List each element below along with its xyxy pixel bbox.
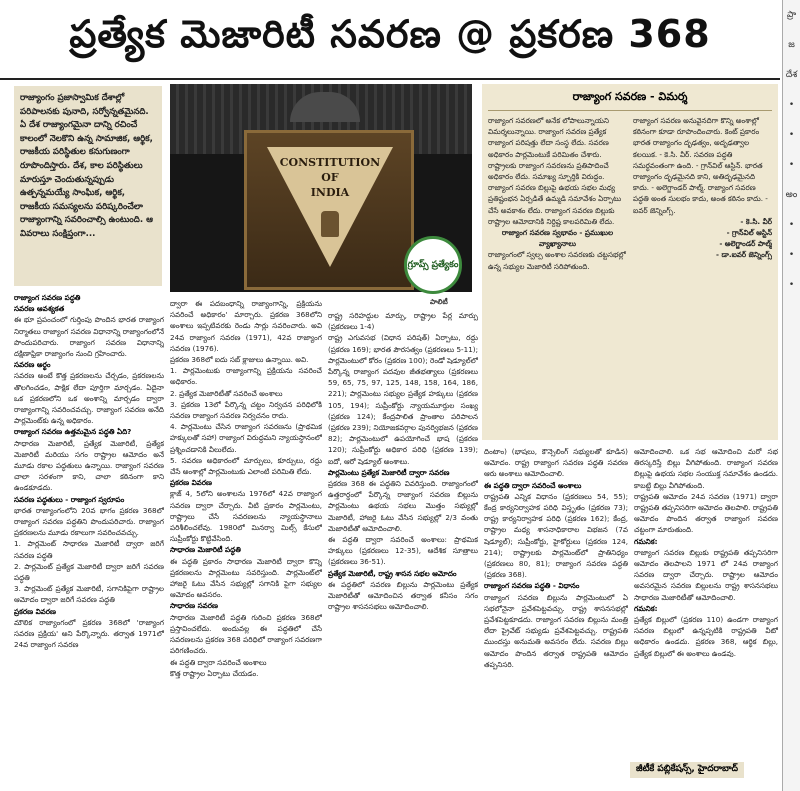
paragraph: సవరణ అంటే కొత్త ప్రకరణలను చేర్చడం, ప్రకరణలను తొలగించడం, పాక్షిక లేదా పూర్తిగా మార్చడం. ఏదైనా ఒక ప్రకరణలోని ఒక అంశాన్ని మార్చడం ద్వారా రాజ్యాంగాన్ని సవరించవచ్చు. రాజ్యాంగ సవరణ అనేది పార్లమెంట్‌కు ఉన్న అధికారం. — [14, 371, 164, 426]
column-heading: సవరణ అర్థం — [14, 360, 51, 370]
paragraph: రాజ్యాంగ సవరణ బిల్లును పార్లమెంటులో ఏ సభలోనైనా ప్రవేశపెట్టవచ్చు. రాష్ట్ర శాసనసభల్లో ప్రవేశపెట్టకూడదు. రాజ్యాంగ సవరణ బిల్లును మంత్రి లేదా ప్రైవేట్ సభ్యుడు ప్రవేశపెట్టవచ్చు. రాష్ట్రపతి ముందస్తు అనుమతి అవసరం లేదు. సవరణ బిల్లు ఆమోదం పొందిన తర్వాత రాష్ట్రపతి ఆమోదం తప్పనిసరి. — [484, 592, 628, 669]
column-heading: రాజ్యాంగ సవరణ పద్ధతి — [14, 293, 81, 302]
paragraph: రాష్ట్రపతి ఎన్నిక విధానం (ప్రకరణలు 54, 55); కేంద్ర కార్యనిర్వాహక పరిధి విస్తృతం (ప్రకరణ 73); రాష్ట్ర కార్యనిర్వాహక పరిధి (ప్రకరణ 162); కేంద్ర, రాష్ట్రాల మధ్య శాసనాధికారాల విభజన (7వ షెడ్యూల్); సుప్రీంకోర్టు, హైకోర్టులు (ప్రకరణ 124, 214); రాష్ట్రాలకు పార్లమెంట్‌లో ప్రాతినిధ్యం (ప్రకరణలు 80, 81); రాజ్యాంగ సవరణ పద్ధతి (ప్రకరణ 368). — [484, 491, 628, 580]
list-item: ఈ పద్ధతి ద్వారా సవరించే అంశాలు: ప్రాథమిక హక్కులు (ప్రకరణలు 12-35), ఆదేశిక సూత్రాలు (ప్రకరణలు 36-51). — [328, 535, 478, 567]
paragraph: ఈ పద్ధతిలో సవరణ బిల్లును పార్లమెంటు ప్రత్యేక మెజారిటీతో ఆమోదించిన తర్వాత కనీసం సగం రాష్ట్రాల శాసనసభలు ఆమోదించాలి. — [328, 579, 478, 612]
quote-attribution: - డా.ఐవర్ జెన్నింగ్స్ — [716, 250, 772, 260]
constitution-book — [244, 130, 414, 290]
book-title-line: INDIA — [310, 186, 350, 199]
paragraph: రాజ్యాంగ సవరణ అనువైనదిగా కొన్ని అంశాల్లో కఠినంగా కూడా రూపొందించారు. కెంట్ ప్రకారం భారత రాజ్యాంగం దృఢత్వం, అదృఢత్వాల కలయిక. - కె.సి. వీర్. సవరణ పద్ధతి సమర్థవంతంగా ఉంది. - గ్రాన్‌విల్ ఆస్టిన్. భారత రాజ్యాంగం దృఢమైనది కాని, అతిదృఢమైనది కాదు. - అలెగ్జాండర్ పాల్మ్. రాజ్యాంగ సవరణ పద్ధతి అంత సులభం కాదు, అంత కఠినం కాదు. - ఐవర్ జెన్నింగ్స్. — [633, 116, 768, 215]
column-heading: ప్రకరణ వివరణ — [170, 478, 212, 488]
column-heading: రాజ్యాంగ సవరణ ఉత్తమమైన పద్ధతి ఏది? — [14, 427, 132, 437]
column-heading: పార్లమెంటు ప్రత్యేక మెజారిటీ ద్వారా సవరణ — [328, 467, 450, 477]
article-column-5 — [634, 446, 778, 758]
strip-text: అం — [785, 190, 798, 200]
strip-text: • — [788, 220, 795, 230]
paragraph: ఈ పద్ధతి ప్రకారం సాధారణ మెజారిటీ ద్వారా కొన్ని ప్రకరణలను పార్లమెంటు సవరిస్తుంది. పార్లమెంట్‌లో హాజరై ఓటు వేసిన సభ్యుల్లో సగానికి పైగా సభ్యుల ఆమోదం అవసరం. — [170, 556, 322, 600]
list-item: కొత్త రాష్ట్రాల ఏర్పాటు చేయడం. — [170, 668, 259, 678]
strip-text: • — [788, 280, 795, 290]
article-column-4 — [484, 446, 628, 786]
paragraph: భారత రాజ్యాంగంలోని 20వ భాగం ప్రకరణ 368లో రాజ్యాంగ సవరణ పద్ధతిని పొందుపరిచారు. రాజ్యాంగ ప్రకరణలను మూడు రకాలుగా సవరించవచ్చు. — [14, 505, 164, 538]
column-heading: ప్రత్యేక మెజారిటీ, రాష్ట్ర శాసన సభల ఆమోదం — [328, 568, 457, 578]
list-item: 2. ప్రత్యేక మెజారిటీతో సవరించే అంశాలు — [170, 388, 283, 398]
quote-attribution: - గ్రాన్‌విల్ ఆస్టిన్ — [726, 228, 772, 238]
book-title — [267, 155, 393, 200]
sidebar-title: రాజ్యాంగ సవరణ - విమర్శ — [488, 90, 772, 111]
column-heading: ప్రకరణ వివరణ — [14, 606, 56, 616]
paragraph: ప్రత్యేక బిల్లులో (ప్రకరణ 110) ఉండగా రాజ్యాంగ సవరణ బిల్లులో ఉన్నప్పటికి రాష్ట్రపతి వీటో అధికారం ఉండదు. ప్రకరణ 368, ఆర్థిక బిల్లు, ప్రత్యేక బిల్లులో ఈ అంశాలు ఉండవు. — [634, 615, 778, 658]
paragraph: ప్రకరణ 368లో ఐదు సబ్ క్లాజులు ఉన్నాయి. అవి. — [170, 355, 309, 365]
column-heading: గమనిక: — [634, 536, 658, 546]
criticism-sidebar — [482, 84, 778, 440]
book-title-line: OF — [321, 171, 339, 184]
strip-text: ప్రా — [786, 10, 797, 20]
byline: జీటీకే పబ్లికేషన్స్, హైదరాబాద్ — [630, 762, 744, 778]
groups-special-badge: గ్రూప్స్ ప్రత్యేకం — [404, 236, 462, 294]
national-emblem-icon — [321, 211, 339, 237]
strip-text: • — [788, 160, 795, 170]
book-title-line: CONSTITUTION — [279, 156, 381, 169]
list-item: 1. పార్లమెంటుకు రాజ్యాంగాన్ని ప్రక్రియను సవరించే అధికారం. — [170, 366, 322, 387]
article-column-1 — [14, 292, 164, 788]
strip-text: • — [788, 130, 795, 140]
column-heading: గమనిక: — [634, 603, 658, 613]
strip-text: • — [788, 250, 795, 260]
column-heading: ఈ పద్ధతి ద్వారా సవరించే అంశాలు — [484, 480, 582, 490]
column-heading: సవరణ పద్ధతులు - రాజ్యాంగ స్వరూపం — [14, 494, 125, 504]
column-heading: సాధారణ మెజారిటీ పద్ధతి — [170, 545, 241, 555]
column-heading: సాధారణ సవరణ — [170, 601, 218, 611]
column-heading: రాజ్యాంగ సవరణ పద్ధతి - విధానం — [484, 581, 580, 591]
article-column-2 — [170, 298, 322, 788]
adjacent-article-strip — [782, 0, 800, 791]
list-item: 3. ప్రకరణ 13లో పేర్కొన్న చట్టం నిర్వచన పరిధిలోకి సవరణ రాజ్యాంగ సవరణ నిర్వచనం రాదు. — [170, 399, 322, 421]
paragraph: రాష్ట్ర ఎగువసభ (విధాన పరిషత్) ఏర్పాటు, రద్దు (ప్రకరణ 169); భారత పౌరసత్వం (ప్రకరణలు 5-11); పార్లమెంటులో కోరం (ప్రకరణ 100); రెండో షెడ్యూల్‌లో పేర్కొన్న రాజ్యాంగ పదవుల జీతభత్యాలు (ప్రకరణలు 59, 65, 75, 97, 125, 148, 158, 164, 186, 221); పార్లమెంటు సభ్యుల ప్రత్యేక హక్కులు (ప్రకరణ 105, 194); సుప్రీంకోర్టు న్యాయమూర్తుల సంఖ్య (ప్రకరణ 124); కేంద్రపాలిత ప్రాంతాల పరిపాలన (ప్రకరణ 239); నియోజకవర్గాల పునర్విభజన (ప్రకరణ 82); పార్లమెంటులో ఉపయోగించే భాష (ప్రకరణ 120); సుప్రీంకోర్టు అధికార పరిధి (ప్రకరణ 139); ఐదో, ఆరో షెడ్యూల్ అంశాలు. — [328, 333, 478, 466]
list-item: 4. పార్లమెంటు చేసిన రాజ్యాంగ సవరణను (ప్రాథమిక హక్కులతో సహా) రాజ్యాంగ విరుద్ధమని న్యాయస్థానంలో ప్రశ్నించడానికి వీలులేదు. — [170, 422, 322, 454]
paragraph: రాజ్యాంగ సవరణ బిల్లుకు రాష్ట్రపతి తప్పనిసరిగా ఆమోదం తెలపాలని 1971 లో 24వ రాజ్యాంగ సవరణ ద్వారా చేర్చారు. రాష్ట్రాల ఆమోదం అవసరమైన సవరణ బిల్లులను రాష్ట్ర శాసనసభలు సాధారణ మెజారిటీతో ఆమోదించాలి. — [634, 547, 778, 602]
paragraph: ఆమోదించాలి. ఒక సభ ఆమోదించి మరో సభ తిరస్కరిస్తే బిల్లు వీగిపోతుంది. రాజ్యాంగ సవరణ బిల్లుపై ఉభయ సభల సంయుక్త సమావేశం ఉండదు. కాబట్టి బిల్లు వీగిపోతుంది. — [634, 447, 778, 490]
list-item: 5. సవరణ అధికారంలో మార్పులు, కూర్పులు, రద్దు చేసే అంశాల్లో పార్లమెంటుకు ఎలాంటి పరిమితి లేదు. — [170, 455, 322, 477]
paragraph: రాష్ట్రపతి ఆమోదం 24వ సవరణ (1971) ద్వారా రాష్ట్రపతి తప్పనిసరిగా ఆమోదం తెలపాలి. రాష్ట్రపతి ఆమోదం పొందిన తర్వాత రాజ్యాంగ సవరణ చట్టంగా మారుతుంది. — [634, 491, 778, 535]
paragraph: ఈ భూ ప్రపంచంలో గుర్తింపు పొందిన భారత రాజ్యాంగ నిర్మాతలు రాజ్యాంగ సవరణ విధానాన్ని రాజ్యాంగంలోనే పొందుపరిచారు. రాజ్యాంగ సవరణ విధానాన్ని దక్షిణాఫ్రికా రాజ్యాంగం నుంచి గ్రహించారు. — [14, 315, 164, 359]
list-item: 3. పార్లమెంట్ ప్రత్యేక మెజారిటీ, సగానికిపైగా రాష్ట్రాల ఆమోదం ద్వారా జరిగే సవరణ పద్ధతి — [14, 584, 164, 605]
paragraph: రాజ్యాంగంలో స్వల్ప అంశాల సవరణకు చట్టసభల్లో ఉన్న సభ్యుల మెజారిటీ సరిపోతుంది. — [488, 250, 626, 271]
quote-attribution: - కె.సి. వీర్ — [740, 216, 772, 226]
sidebar-column-left — [488, 115, 627, 435]
paragraph: రాష్ట్ర సరిహద్దుల మార్పు, రాష్ట్రాల పేర్ల మార్పు (ప్రకరణలు 1-4) — [328, 311, 478, 332]
article-column-3 — [328, 310, 478, 788]
paragraph: ద్వారా ఈ పదబంధాన్ని రాజ్యాంగాన్ని, ప్రక్రియను సవరించే అధికారం' మార్చారు. ప్రకరణ 368లోని అంశాలు ఇప్పటివరకు రెండు సార్లు సవరించారు. అవి 24వ రాజ్యాంగ సవరణ (1971), 42వ రాజ్యాంగ సవరణ (1976). — [170, 299, 322, 353]
paragraph: దింటాం) (భాషలు, కౌన్సెలింగ్ సభ్యులతో కూడిన) ఆమోదం. రాష్ట్ర రాజ్యాంగ సవరణ పద్ధతి సవరణ ఆరు అంశాలు ఆమోదించాలి. — [484, 447, 628, 479]
strip-text: • — [788, 100, 795, 110]
paragraph: క్లాజ్ 4, 5లోని అంశాలను 1976లో 42వ రాజ్యాంగ సవరణ ద్వారా చేర్చారు. వీటి ప్రకారం పార్లమెంటు, రాష్ట్రాలు చేసే సవరణలను న్యాయస్థానాలు పరిశీలించలేవు. 1980లో మినర్వా మిల్స్ కేసులో సుప్రీంకోర్టు కొట్టివేసింది. — [170, 489, 322, 544]
paragraph: సాధారణ మెజారిటీ పద్ధతి గురించి ప్రకరణ 368లో ప్రస్తావించలేదు. అందువల్ల ఈ పద్ధతిలో చేసే సవరణలను ప్రకరణ 368 పరిధిలో రాజ్యాంగ సవరణగా పరిగణించరు. — [170, 612, 322, 656]
paragraph: సాధారణ మెజారిటీ, ప్రత్యేక మెజారిటీ, ప్రత్యేక మెజారిటీ మరియు సగం రాష్ట్రాల ఆమోదం అనే మూడు రకాల పద్ధతులు ఉన్నాయి. రాజ్యాంగ సవరణ చాలా సరళంగా కాని, చాలా కఠినంగా కాని ఉండకూడదు. — [14, 438, 164, 493]
intro-box: రాజ్యాంగం ప్రజాస్వామిక దేశాల్లో పరిపాలనకు పునాది, సర్వోన్నతమైనది. ఏ దేశ రాజ్యాంగమైనా దాన్ని రచించే కాలంలో నెలకొని ఉన్న సామాజిక, ఆర్థిక, రాజకీయ పరిస్థితుల కనుగుణంగా రూపొందిస్తారు. దేశ, కాల పరిస్థితులు మారుస్తూ చెందుతున్నప్పుడు ఉత్పన్నమయ్యే సాంఘిక, ఆర్థిక, రాజకీయ సమస్యలను పరిష్కరించేలా రాజ్యాంగాన్ని సవరించాల్సి ఉంటుంది. ఆ వివరాలు సంక్షిప్తంగా... — [14, 86, 162, 286]
sidebar-subheading: రాజ్యాంగ సవరణ స్వభావం - ప్రముఖుల వ్యాఖ్యానాలు — [501, 228, 614, 249]
sidebar-column-right — [633, 115, 772, 435]
headline: ప్రత్యేక మెజారిటీ సవరణ @ ప్రకరణ 368 — [0, 0, 780, 80]
paragraph: రాజ్యాంగ సవరణలో అనేక లోపాలున్నాయని విమర్శలున్నాయి. రాజ్యాంగ సవరణ ప్రత్యేక రాజ్యాంగ పరిషత్తు లేదా సంస్థ లేదు. సవరణ అధికారం పార్లమెంటుకే పరిమితం చేశారు. రాష్ట్రాలకు రాజ్యాంగ సవరణను ప్రతిపాదించే అధికారం లేదు. సమాఖ్య స్ఫూర్తికి విరుద్ధం. రాజ్యాంగ సవరణ బిల్లుపై ఉభయ సభల మధ్య ప్రతిష్టంభన ఏర్పడితే ఉమ్మడి సమావేశం ఏర్పాటు చేసే అవకాశం లేదు. రాజ్యాంగ సవరణ బిల్లుకు రాష్ట్రాల ఆమోదానికి నిర్దిష్ట కాలపరిమితి లేదు. — [488, 116, 622, 226]
section-credit: పాలిటీ — [430, 298, 448, 306]
strip-text: జ — [788, 40, 795, 50]
quote-attribution: - అలెగ్జాండర్ పాల్మ్ — [719, 239, 772, 249]
list-item: ఈ పద్ధతి ద్వారా సవరించే అంశాలు — [170, 657, 267, 667]
strip-text: దేశ — [785, 70, 798, 80]
paragraph: మౌలిక రాజ్యాంగంలో ప్రకరణ 368లో 'రాజ్యాంగ సవరణ ప్రక్రియ' అని పేర్కొన్నారు. తర్వాత 1971లో 24వ రాజ్యాంగ సవరణ — [14, 617, 164, 650]
paragraph: ప్రకరణ 368 ఈ పద్ధతిని వివరిస్తుంది. రాజ్యాంగంలో ఉత్తరార్థంలో పేర్కొన్న రాజ్యాంగ సవరణ బిల్లును పార్లమెంటు ఉభయ సభలు మొత్తం సభ్యుల్లో మెజారిటీ, హాజరై ఓటు వేసిన సభ్యుల్లో 2/3 వంతు మెజారిటీతో ఆమోదించాలి. — [328, 479, 478, 533]
list-item: 1. పార్లమెంట్ సాధారణ మెజారిటీ ద్వారా జరిగే సవరణ పద్ధతి — [14, 539, 164, 560]
list-item: 2. పార్లమెంట్ ప్రత్యేక మెజారిటీ ద్వారా జరిగే సవరణ పద్ధతి — [14, 561, 164, 583]
column-heading: సవరణ ఆవశ్యకత — [14, 304, 65, 314]
